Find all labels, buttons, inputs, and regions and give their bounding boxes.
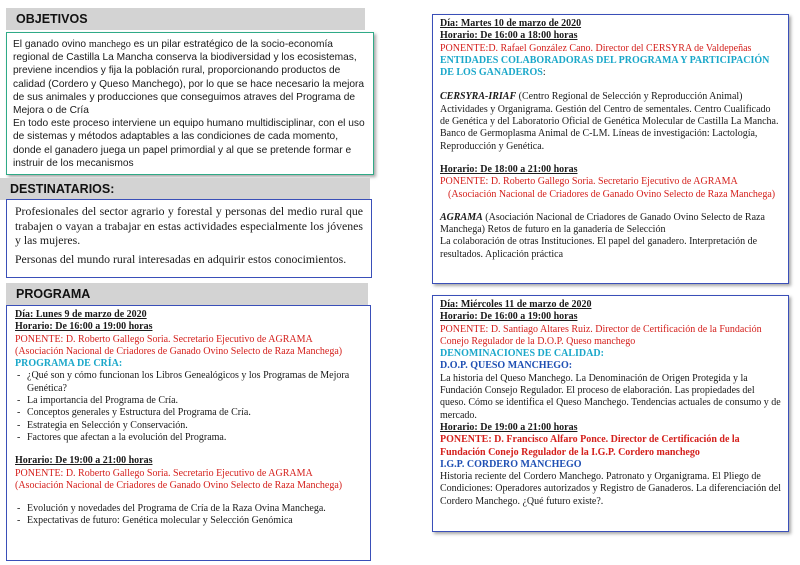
agrama-body: (Asociación Nacional de Criadores de Ganado Ovino Selecto de Raza Manchega) Retos de futuro en la ganadería de Selección	[440, 211, 765, 236]
destinatarios-header: DESTINATARIOS:	[0, 178, 370, 200]
miercoles-dop-body: La historia del Queso Manchego. La Denominación de Origen Protegida y la Fundación Consejo Regulador. El proceso de elaboración. Las propiedades del queso. Cómo se identifica el Queso Manchego. Tendencias actuales de consumo y de mercado.	[440, 372, 781, 421]
cersyra-body: Actividades y Organigrama. Gestión del Centro de sementales. Centro Cualificado de Genética y del Laboratorio Oficial de Genética Molecular de Castilla La Mancha. Banco de Germoplasma Animal de C-LM. Líneas de investigación: Lactología, Reproducción y Genética.	[440, 103, 779, 152]
lunes-horario-2: Horario: De 19:00 a 21:00 horas	[15, 455, 153, 467]
objetivos-text-manchego: manchego	[88, 39, 131, 50]
cersyra-name: CERSYRA-IRIAF	[440, 91, 517, 103]
martes-cersyra	[440, 91, 781, 103]
objetivos-text-2: es un pilar estratégico de la socio-economía regional de Castilla La Mancha conserva la biodiversidad y los ecosistemas, previene incendios y fija la población rural, proporcionando productos de calidad (Cordero y Queso Manchego), por lo que se hace necesario la mejora de sus animales y producciones que conseguimos atraves del Programa de Mejora o de Cría	[13, 39, 365, 117]
miercoles-horario-1: Horario: De 16:00 a 19:00 horas	[440, 311, 578, 323]
miercoles-dia: Día: Miércoles 11 de marzo de 2020	[440, 299, 592, 310]
cersyra-text: (Centro Regional de Selección y Reproducción Animal)	[516, 91, 743, 103]
martes-entidades	[440, 55, 781, 80]
lunes-ponente-1: PONENTE: D. Roberto Gallego Soria. Secretario Ejecutivo de AGRAMA	[15, 333, 313, 345]
miercoles-ponente-2: PONENTE: D. Francisco Alfaro Ponce. Director de Certificación de la Fundación Conejo Regulador de la I.G.P. Cordero manchego	[440, 434, 740, 458]
list-item: - Evolución y novedades del Programa de Cría de la Raza Ovina Manchega.	[15, 503, 362, 515]
agrama-body-2: La colaboración de otras Instituciones. El papel del ganadero. Interpretación de resultados. Aplicación práctica	[440, 236, 758, 260]
martes-ponente-1: PONENTE:D. Rafael González Cano. Director del CERSYRA de Valdepeñas	[440, 42, 752, 54]
lunes-horario-1: Horario: De 16:00 a 19:00 horas	[15, 321, 153, 333]
objetivos-box	[6, 32, 374, 175]
destinatarios-paragraph-2: Personas del mundo rural interesadas en adquirir estos conocimientos.	[15, 251, 347, 266]
objetivos-text-1: El ganado ovino	[13, 39, 87, 50]
martes-ponente-2: PONENTE: D. Roberto Gallego Soria. Secretario Ejecutivo de AGRAMA	[440, 176, 738, 188]
destinatarios-box	[6, 199, 372, 278]
martes-entidades-title: ENTIDADES COLABORADORAS DEL PROGRAMA Y PARTICIPACIÓN DE LOS GANADEROS	[440, 54, 770, 79]
martes-dia: Día: Martes 10 de marzo de 2020	[440, 18, 582, 29]
lunes-topic: PROGRAMA DE CRÍA:	[15, 358, 123, 370]
miercoles-igp: I.G.P. CORDERO MANCHEGO	[440, 458, 582, 470]
lunes-org-1: (Asociación Nacional de Criadores de Ganado Ovino Selecto de Raza Manchega)	[15, 345, 343, 357]
list-item: - ¿Qué son y cómo funcionan los Libros Genealógicos y los Programas de Mejora Genética?	[15, 370, 362, 395]
miercoles-denominaciones: DENOMINACIONES DE CALIDAD:	[440, 348, 604, 360]
martes-org-2: (Asociación Nacional de Criadores de Ganado Ovino Selecto de Raza Manchega)	[448, 188, 776, 200]
agrama-name: AGRAMA	[440, 211, 483, 223]
lunes-items-2	[15, 503, 362, 528]
list-item: - Factores que afectan a la evolución del Programa.	[15, 432, 362, 444]
miercoles-ponente-1: PONENTE: D. Santiago Altares Ruiz. Director de Certificación de la Fundación Conejo Regulador de la D.O.P. Queso manchego	[440, 323, 762, 347]
lunes-items-1	[15, 370, 362, 444]
miercoles-dop: D.O.P. QUESO MANCHEGO:	[440, 360, 573, 372]
objetivos-paragraph-1	[13, 38, 367, 117]
objetivos-header: OBJETIVOS	[6, 8, 365, 30]
list-item: - La importancia del Programa de Cría.	[15, 395, 362, 407]
programa-box	[6, 305, 371, 561]
martes-box	[432, 14, 789, 284]
list-item: - Conceptos generales y Estructura del Programa de Cría.	[15, 407, 362, 419]
lunes-dia: Día: Lunes 9 de marzo de 2020	[15, 309, 147, 320]
lunes-org-2: (Asociación Nacional de Criadores de Ganado Ovino Selecto de Raza Manchega)	[15, 479, 343, 491]
martes-agrama	[440, 212, 781, 237]
destinatarios-paragraph-1: Profesionales del sector agrario y forestal y personas del medio rural que trabajen o vayan a trabajar en estas actividades especialmente los jóvenes y las mujeres.	[15, 204, 363, 247]
miercoles-horario-2: Horario: De 19:00 a 21:00 horas	[440, 421, 578, 433]
martes-entidades-colon: :	[542, 67, 546, 79]
lunes-ponente-2: PONENTE: D. Roberto Gallego Soria. Secretario Ejecutivo de AGRAMA	[15, 467, 313, 479]
martes-horario-1: Horario: De 16:00 a 18:00 horas	[440, 30, 578, 42]
miercoles-igp-body: Historia reciente del Cordero Manchego. Patronato y Organigrama. El Pliego de Condiciones: Operadores autorizados y Registro de Ganaderos. La diferenciación del Cordero Manchego. ¿Qué futuro existe?.	[440, 471, 781, 507]
martes-horario-2: Horario: De 18:00 a 21:00 horas	[440, 163, 578, 175]
objetivos-paragraph-2: En todo este proceso interviene un equipo humano multidisciplinar, con el uso de sistemas y métodos adaptables a las condiciones de cada momento, donde el ganadero juega un papel primordial y al que se pretende formar e instruir de los mecanismos	[13, 118, 365, 169]
programa-header: PROGRAMA	[6, 283, 368, 305]
miercoles-box	[432, 295, 789, 532]
list-item: - Expectativas de futuro: Genética molecular y Selección Genómica	[15, 515, 362, 527]
list-item: - Estrategia en Selección y Conservación.	[15, 420, 362, 432]
